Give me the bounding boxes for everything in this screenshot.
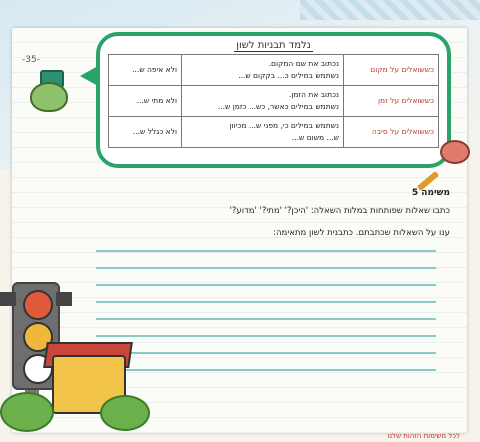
language-patterns-table [108, 54, 439, 148]
bird-illustration-icon [30, 82, 68, 112]
table-row [109, 86, 439, 117]
task-question: כתבו שאלות שפותחות במלות השאלה: 'היכן?' 'מתי?' 'מדוע?' [229, 206, 450, 216]
background-stripe [300, 0, 480, 20]
answer-line[interactable] [96, 284, 436, 286]
row-examples [182, 86, 344, 117]
table-row [109, 55, 439, 86]
bush-icon [0, 392, 54, 432]
example-line: נכתוב את הזמן. [288, 90, 339, 99]
answer-line[interactable] [96, 250, 436, 252]
traffic-light-visor [56, 292, 72, 306]
example-line: ש... משום ש... [291, 133, 339, 142]
table-row [109, 117, 439, 148]
answer-line[interactable] [96, 318, 436, 320]
row-category: כששואלים על סיבה [344, 117, 439, 148]
answer-line[interactable] [96, 267, 436, 269]
traffic-light-visor [0, 292, 16, 306]
row-negative: ולא איפה ש... [109, 55, 182, 86]
answer-line[interactable] [96, 369, 436, 371]
page-number: -35- [22, 55, 40, 65]
example-line: נשתמש במילים כאשר, כש... כזמן ש... [217, 102, 339, 111]
answer-lines [96, 250, 436, 390]
task-instruction: ענו על השאלות שכתבתם. כתבנית לשון מתאימה: [273, 228, 450, 238]
row-examples [182, 55, 344, 86]
row-category: כששואלים על זמן [344, 86, 439, 117]
example-line: נשתמש במילים כ... בקקום ש... [238, 71, 339, 80]
row-examples [182, 117, 344, 148]
answer-line[interactable] [96, 335, 436, 337]
page-footer [0, 432, 480, 442]
red-bird-icon [440, 140, 470, 164]
callout-title: נלמד תבניות לשון [236, 40, 311, 51]
row-negative: ולא מתי ש... [109, 86, 182, 117]
answer-line[interactable] [96, 301, 436, 303]
footer-text: לכל משימות הזהות שלנו [387, 432, 460, 440]
example-line: נשתמש במילים כי, מפני ש... מכיוון [229, 121, 339, 130]
row-negative: ולא כגלל ש... [109, 117, 182, 148]
red-light-icon [23, 290, 53, 320]
row-category: כששואלים על מקום [344, 55, 439, 86]
example-line: נכתוב את שם המקום. [268, 59, 339, 68]
bush-icon [100, 395, 150, 431]
answer-line[interactable] [96, 352, 436, 354]
language-patterns-callout [96, 32, 451, 168]
task-label: משימה 5 [411, 188, 450, 198]
